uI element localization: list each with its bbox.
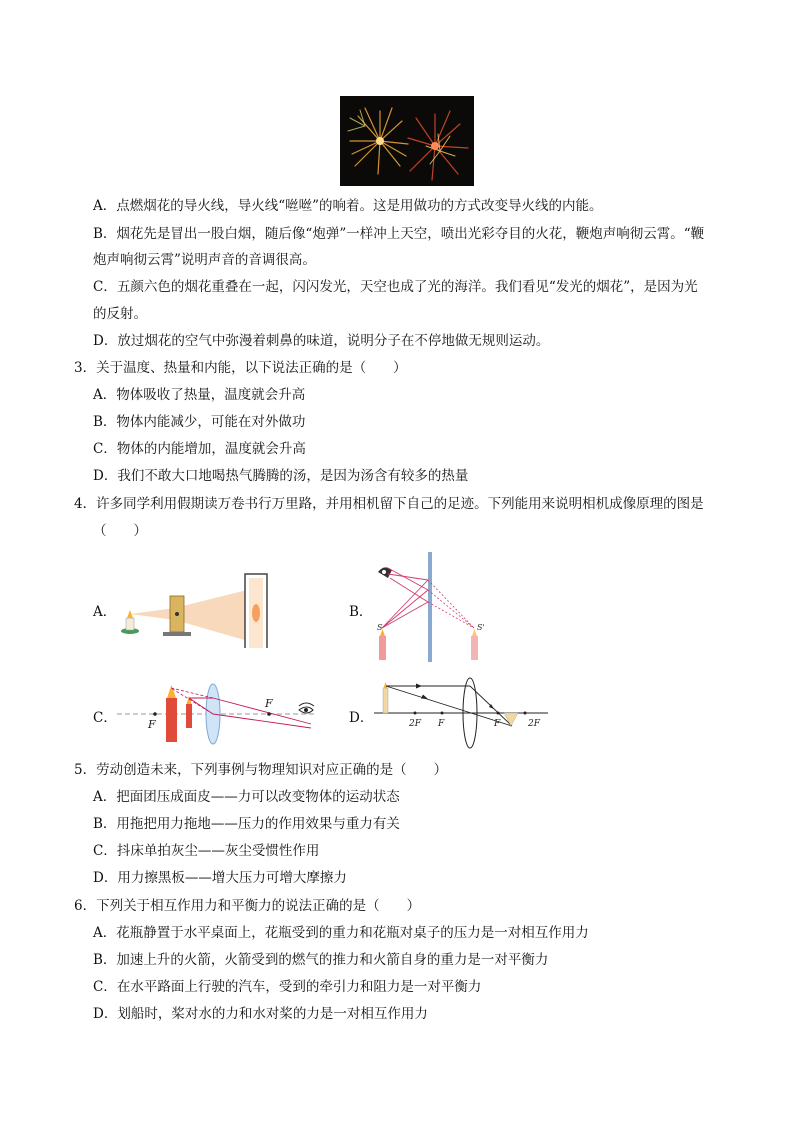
q5-option-b: B．用拖把用力拖地——压力的作用效果与重力有关 [93, 816, 400, 832]
q4-label-a: A． [93, 604, 117, 620]
q6-option-b: B．加速上升的火箭，火箭受到的燃气的推力和火箭自身的重力是一对平衡力 [93, 952, 549, 968]
plane-mirror-figure [370, 550, 500, 665]
mirror-label-s-image: S' [477, 623, 485, 632]
lens-label-f-right: F [494, 719, 501, 729]
q4-stem-cont: （ ） [93, 523, 147, 539]
q3-option-d: D．我们不敢大口地喝热气腾腾的汤，是因为汤含有较多的热量 [93, 468, 469, 484]
q6-option-c: C．在水平路面上行驶的汽车，受到的牵引力和阻力是一对平衡力 [93, 979, 482, 995]
q2-option-c: C．五颜六色的烟花重叠在一起，闪闪发光，天空也成了光的海洋。我们看见“发光的烟花”，是因为光 [93, 279, 698, 295]
mirror-label-s: S [377, 623, 383, 632]
q5-option-a: A．把面团压成面皮——力可以改变物体的运动状态 [93, 789, 400, 805]
pinhole-camera-figure [115, 568, 275, 648]
q3-option-c: C．物体的内能增加，温度就会升高 [93, 441, 306, 457]
q3-option-b: B．物体内能减少，可能在对外做功 [93, 414, 306, 430]
q4-label-b: B． [349, 604, 373, 620]
q2-option-b-cont: 炮声响彻云霄”说明声音的音调很高。 [93, 252, 316, 268]
q6-option-a: A．花瓶静置于水平桌面上，花瓶受到的重力和花瓶对桌子的压力是一对相互作用力 [93, 925, 589, 941]
q3-option-a: A．物体吸收了热量，温度就会升高 [93, 387, 306, 403]
q4-label-c: C． [93, 710, 117, 726]
q6-stem: 6．下列关于相互作用力和平衡力的说法正确的是（ ） [74, 898, 421, 914]
q6-option-d: D．划船时，桨对水的力和水对桨的力是一对相互作用力 [93, 1006, 428, 1022]
magnifier-figure [115, 680, 325, 745]
q3-stem: 3．关于温度、热量和内能，以下说法正确的是（ ） [74, 360, 407, 376]
q2-option-c-cont: 的反射。 [93, 306, 147, 322]
q2-option-b: B．烟花先是冒出一股白烟，随后像“炮弹”一样冲上天空，喷出光彩夺目的火花，鞭炮声响彻云霄。“鞭 [93, 226, 705, 242]
magnifier-label-f-right: F [265, 697, 273, 710]
q5-option-d: D．用力擦黑板——增大压力可增大摩擦力 [93, 870, 347, 886]
lens-label-f-left: F [438, 719, 445, 729]
lens-label-2f-left: 2F [409, 719, 421, 729]
q2-option-a: A．点燃烟花的导火线，导火线“咝咝”的响着。这是用做功的方式改变导火线的内能。 [93, 198, 603, 214]
convex-lens-figure [372, 676, 552, 751]
q4-label-d: D． [349, 710, 374, 726]
q2-option-d: D．放过烟花的空气中弥漫着刺鼻的味道，说明分子在不停地做无规则运动。 [93, 333, 550, 349]
q5-option-c: C．抖床单拍灰尘——灰尘受惯性作用 [93, 843, 320, 859]
fireworks-image [340, 96, 474, 186]
q5-stem: 5．劳动创造未来，下列事例与物理知识对应正确的是（ ） [74, 762, 448, 778]
lens-label-2f-right: 2F [528, 719, 540, 729]
magnifier-label-f-left: F [148, 718, 156, 731]
q4-stem: 4．许多同学利用假期读万卷书行万里路，并用相机留下自己的足迹。下列能用来说明相机成像原理的图是 [74, 496, 704, 512]
